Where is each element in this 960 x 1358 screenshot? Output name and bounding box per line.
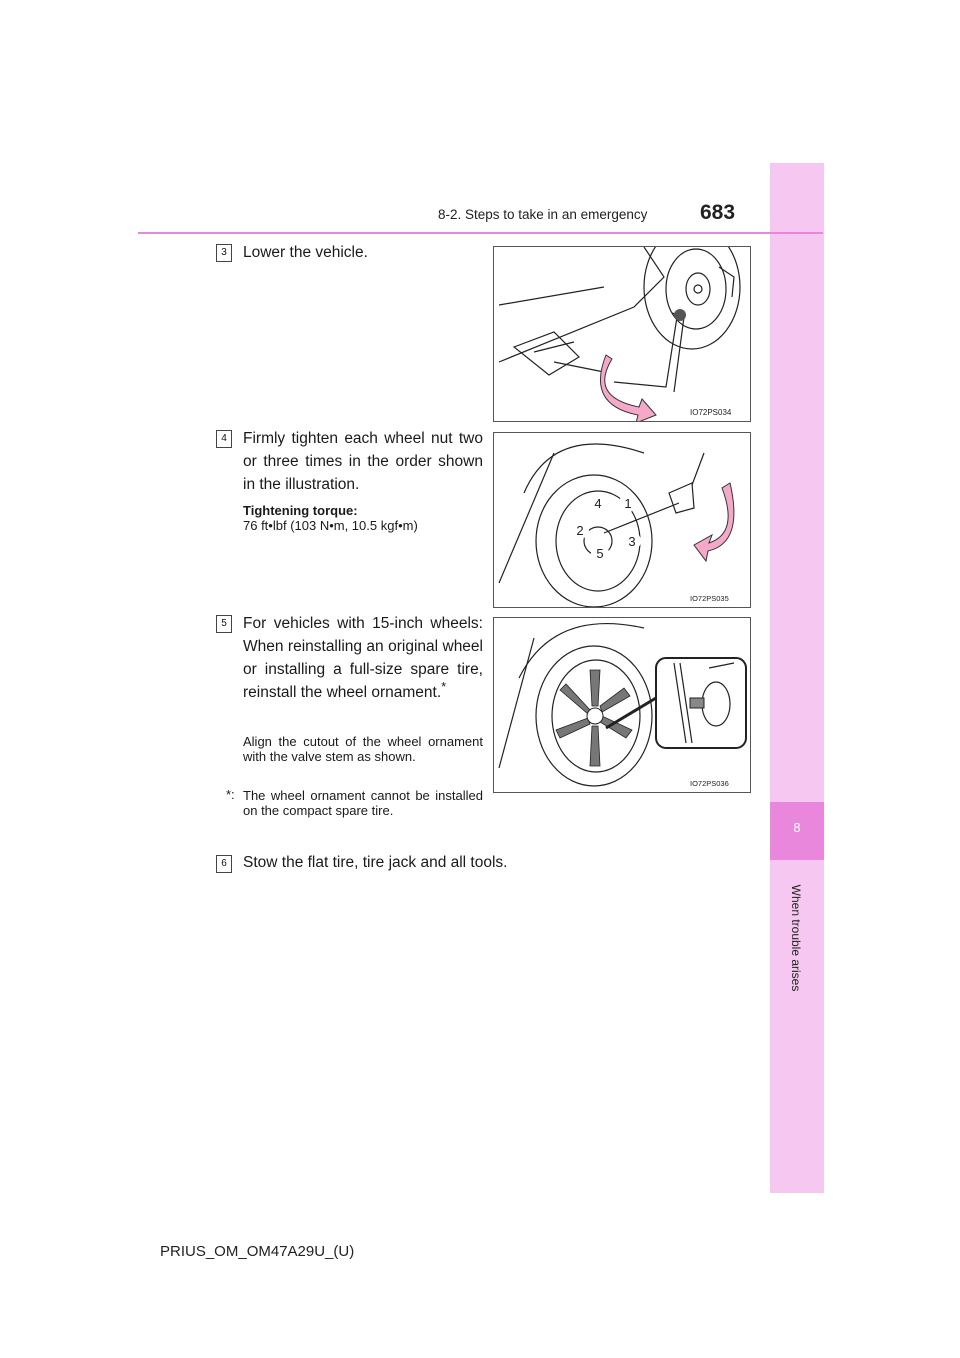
step-6-text: Stow the flat tire, tire jack and all tools.	[243, 854, 508, 871]
step-number-5: 5	[216, 615, 232, 633]
nut-label-1: 1	[624, 496, 632, 511]
figure-code-034: IO72PS034	[690, 408, 732, 417]
figure-code-035: IO72PS035	[690, 594, 729, 603]
page-number: 683	[700, 201, 736, 224]
step-number-6: 6	[216, 855, 232, 873]
wheel-ornament-figure	[493, 617, 751, 793]
footnote-text: The wheel ornament cannot be installed on the compact spare tire.	[243, 788, 483, 818]
torque-value: 76 ft•lbf (103 N•m, 10.5 kgf•m)	[243, 518, 418, 533]
ornament-note: Align the cutout of the wheel ornament with the valve stem as shown.	[243, 734, 483, 764]
figure-code-036: IO72PS036	[690, 779, 729, 788]
chapter-side-tab	[770, 163, 824, 1193]
torque-title: Tightening torque:	[243, 503, 358, 518]
step-number-4: 4	[216, 430, 232, 448]
asterisk-mark: *	[441, 678, 447, 694]
lower-vehicle-figure	[493, 246, 751, 422]
step-4-text: Firmly tighten each wheel nut two or three times in the order shown in the illustration.	[243, 430, 483, 493]
footnote-mark: *:	[226, 787, 235, 802]
step-3-text: Lower the vehicle.	[243, 244, 368, 261]
section-title: 8-2. Steps to take in an emergency	[438, 207, 648, 222]
tighten-nuts-figure	[493, 432, 751, 608]
nut-label-2: 2	[576, 523, 584, 538]
chapter-label: When trouble arises	[789, 884, 803, 992]
nut-label-3: 3	[628, 534, 636, 549]
header-rule	[138, 232, 823, 234]
nut-label-5: 5	[596, 546, 604, 561]
document-id: PRIUS_OM_OM47A29U_(U)	[160, 1243, 355, 1260]
step-number-3: 3	[216, 244, 232, 262]
chapter-number: 8	[793, 820, 801, 835]
step-5-text: For vehicles with 15-inch wheels: When reinstalling an original wheel or installing a full-size spare tire, reinstall the wheel ornament.*	[243, 615, 483, 701]
nut-label-4: 4	[594, 496, 602, 511]
